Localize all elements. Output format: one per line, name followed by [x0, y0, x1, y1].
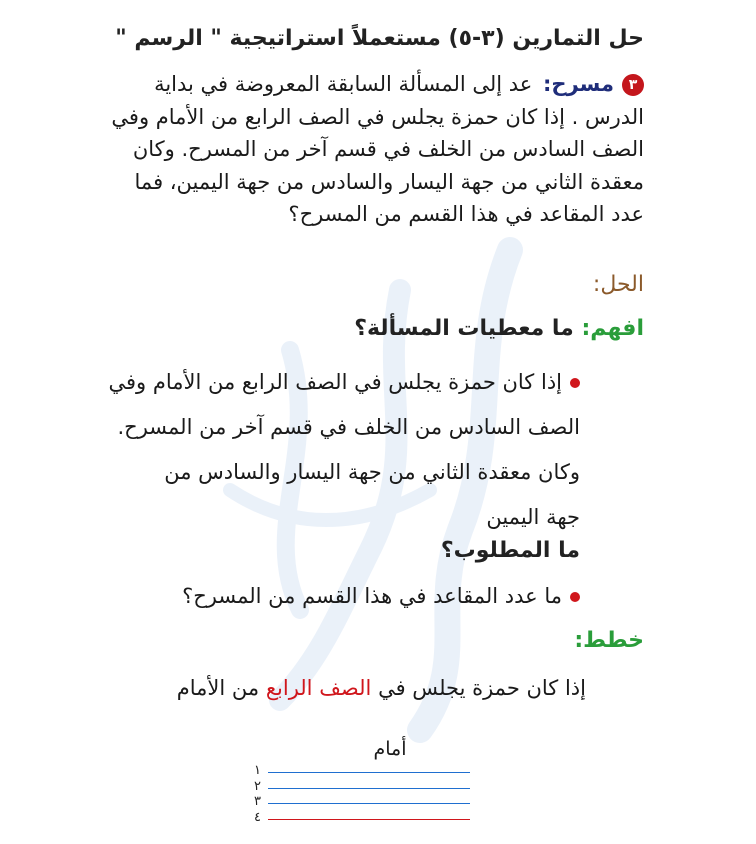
solution-label: الحل: — [592, 272, 644, 297]
given-line-2: الصف السادس من الخلف في قسم آخر من المسرح. — [117, 415, 580, 439]
row-line-2 — [268, 788, 470, 789]
problem-statement — [110, 68, 644, 231]
row-number-4: ٤ — [254, 809, 261, 825]
row-line-3 — [268, 803, 470, 804]
understand-heading — [354, 316, 644, 341]
given-line-4: جهة اليمين — [486, 505, 580, 529]
required-bullet — [182, 584, 580, 608]
row-number-3: ٣ — [254, 794, 261, 809]
row-number-1: ١ — [254, 763, 261, 778]
given-bullet — [40, 360, 580, 540]
row-line-4 — [268, 819, 470, 820]
highlight-fourth-row: الصف الرابع — [265, 676, 372, 700]
problem-label: مسرح: — [543, 72, 614, 96]
page-title: حل التمارين (٣-٥) مستعملاً استراتيجية " الرسم " — [115, 26, 644, 51]
front-label: أمام — [373, 738, 407, 760]
bullet-dot-icon — [570, 378, 580, 388]
understand-label: افهم: — [581, 316, 644, 341]
problem-number-badge: ٣ — [622, 74, 644, 96]
understand-question: ما معطيات المسألة؟ — [354, 316, 574, 341]
given-line-3: وكان معقدة الثاني من جهة اليسار والسادس من — [164, 460, 580, 484]
row-number-2: ٢ — [254, 778, 261, 794]
plan-statement: إذا كان حمزة يجلس في الصف الرابع من الأمام — [176, 676, 586, 700]
bullet-dot-icon — [570, 592, 580, 602]
required-heading: ما المطلوب؟ — [440, 538, 580, 563]
problem-text: عد إلى المسألة السابقة المعروضة في بداية الدرس . إذا كان حمزة يجلس في الصف الرابع من الأمام وفي الصف السادس من الخلف في قسم آخر من المسرح. وكان معقدة الثاني من جهة اليسار والسادس من جهة اليمين، فما عدد المقاعد في هذا القسم من المسرح؟ — [111, 72, 644, 226]
required-text: ما عدد المقاعد في هذا القسم من المسرح؟ — [182, 584, 562, 608]
given-line-1: إذا كان حمزة يجلس في الصف الرابع من الأمام وفي — [40, 360, 580, 405]
row-line-1 — [268, 772, 470, 773]
plan-label: خطط: — [574, 628, 644, 653]
